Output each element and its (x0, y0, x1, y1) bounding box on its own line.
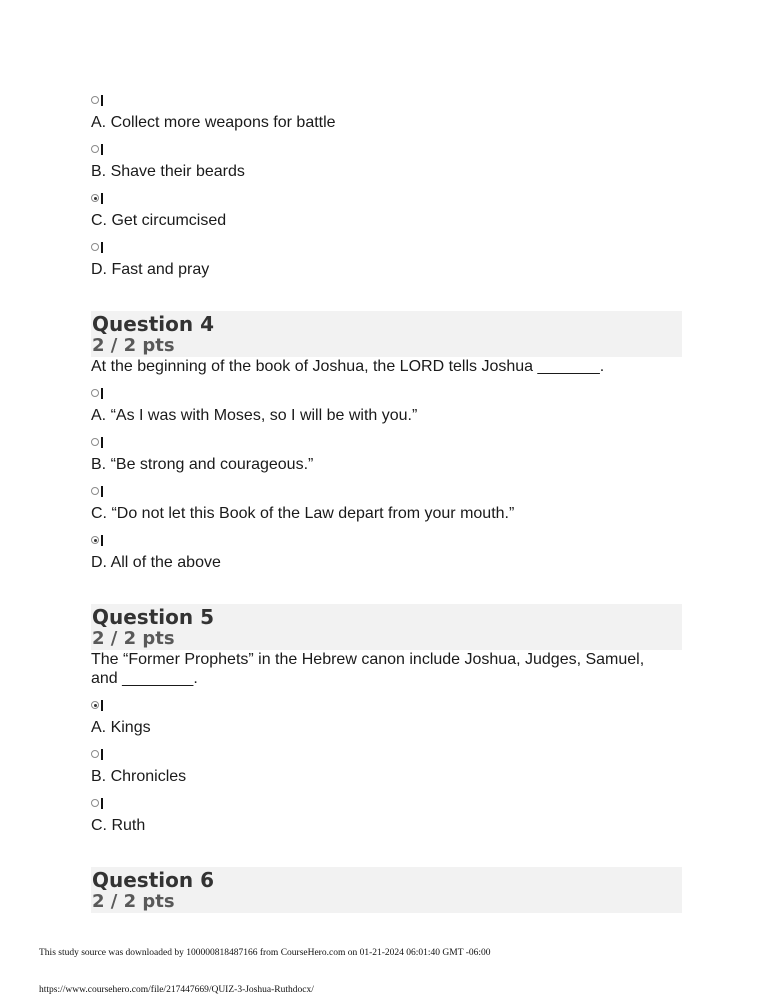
radio-q3-c[interactable] (91, 189, 682, 207)
question-points: 2 / 2 pts (92, 335, 175, 356)
radio-unselected-icon[interactable] (91, 145, 99, 153)
radio-selected-icon[interactable] (91, 536, 99, 544)
answer-option-q4-c[interactable]: C. “Do not let this Book of the Law depart from your mouth.” (91, 505, 515, 522)
radio-q5-c[interactable] (91, 794, 682, 812)
radio-unselected-icon[interactable] (91, 96, 99, 104)
cursor-mark-icon (101, 535, 103, 546)
question-5-prompt (91, 650, 682, 688)
radio-q4-a[interactable] (91, 384, 682, 402)
radio-q4-d[interactable] (91, 531, 682, 549)
cursor-mark-icon (101, 749, 103, 760)
question-5-options (91, 696, 682, 843)
question-points: 2 / 2 pts (92, 891, 175, 912)
question-5-prompt-line-1: The “Former Prophets” in the Hebrew canon include Joshua, Judges, Samuel, (91, 651, 645, 668)
question-title: Question 5 (92, 605, 214, 629)
source-url[interactable]: https://www.coursehero.com/file/217447669/QUIZ-3-Joshua-Ruthdocx/ (39, 985, 314, 995)
cursor-mark-icon (101, 144, 103, 155)
answer-option-q3-a[interactable]: A. Collect more weapons for battle (91, 114, 336, 131)
question-4-prompt: At the beginning of the book of Joshua, the LORD tells Joshua _______. (91, 358, 605, 375)
answer-option-q4-d[interactable]: D. All of the above (91, 554, 221, 571)
cursor-mark-icon (101, 388, 103, 399)
quiz-page (91, 0, 682, 913)
answer-option-q3-c[interactable]: C. Get circumcised (91, 212, 227, 229)
question-points: 2 / 2 pts (92, 628, 175, 649)
cursor-mark-icon (101, 95, 103, 106)
radio-q3-a[interactable] (91, 91, 682, 109)
answer-option-q3-d[interactable]: D. Fast and pray (91, 261, 210, 278)
radio-selected-icon[interactable] (91, 194, 99, 202)
radio-unselected-icon[interactable] (91, 438, 99, 446)
cursor-mark-icon (101, 193, 103, 204)
radio-unselected-icon[interactable] (91, 750, 99, 758)
question-5-header (91, 604, 682, 650)
cursor-mark-icon (101, 700, 103, 711)
answer-option-q5-a[interactable]: A. Kings (91, 719, 151, 736)
radio-q3-d[interactable] (91, 238, 682, 256)
question-6-header (91, 867, 682, 913)
radio-unselected-icon[interactable] (91, 243, 99, 251)
question-4-options (91, 384, 682, 580)
radio-q5-b[interactable] (91, 745, 682, 763)
answer-option-q3-b[interactable]: B. Shave their beards (91, 163, 245, 180)
radio-selected-icon[interactable] (91, 701, 99, 709)
question-title: Question 4 (92, 312, 214, 336)
cursor-mark-icon (101, 798, 103, 809)
question-4-header (91, 311, 682, 357)
answer-option-q4-a[interactable]: A. “As I was with Moses, so I will be with you.” (91, 407, 418, 424)
radio-q4-c[interactable] (91, 482, 682, 500)
cursor-mark-icon (101, 242, 103, 253)
answer-option-q4-b[interactable]: B. “Be strong and courageous.” (91, 456, 314, 473)
answer-option-q5-b[interactable]: B. Chronicles (91, 768, 187, 785)
cursor-mark-icon (101, 486, 103, 497)
radio-unselected-icon[interactable] (91, 389, 99, 397)
radio-unselected-icon[interactable] (91, 487, 99, 495)
question-5-prompt-line-2: and ________. (91, 670, 198, 687)
question-3-options (91, 91, 682, 287)
answer-option-q5-c[interactable]: C. Ruth (91, 817, 146, 834)
radio-q3-b[interactable] (91, 140, 682, 158)
radio-unselected-icon[interactable] (91, 799, 99, 807)
radio-q4-b[interactable] (91, 433, 682, 451)
question-title: Question 6 (92, 868, 214, 892)
cursor-mark-icon (101, 437, 103, 448)
radio-q5-a[interactable] (91, 696, 682, 714)
download-notice: This study source was downloaded by 100000818487166 from CourseHero.com on 01-21-2024 06:01:40 GMT -06:00 (39, 948, 491, 958)
